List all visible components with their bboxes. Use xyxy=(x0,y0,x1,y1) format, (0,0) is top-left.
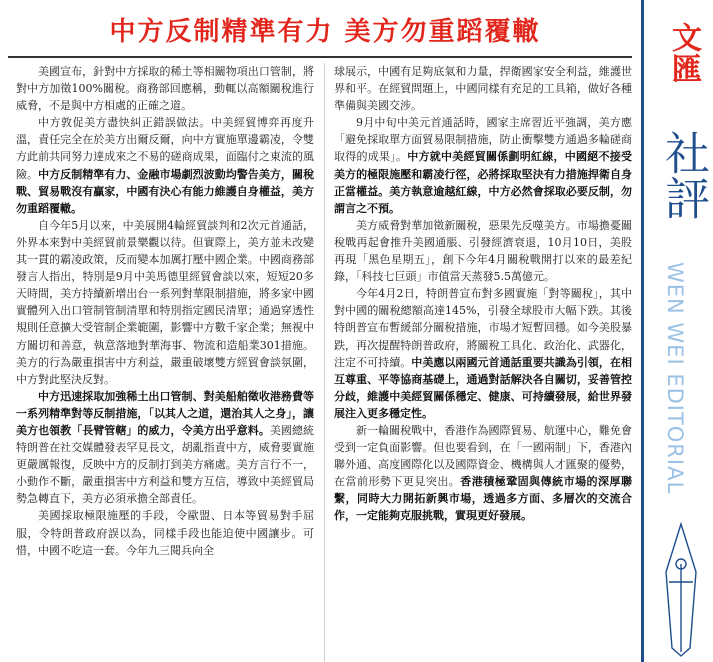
article-paragraph xyxy=(16,63,314,114)
body-text: 中方敦促美方盡快糾正錯誤做法。中美經貿博弈再度升溫，責任完全在於美方出爾反爾，向中方實施單邊霸凌，令雙方此前共同努力達成來之不易的磋商成果，面臨付之東流的風險。 xyxy=(16,116,314,181)
article-paragraph xyxy=(334,217,632,285)
header-divider xyxy=(8,56,632,58)
article-paragraph xyxy=(16,114,314,217)
emphasis-text: 中方就中美經貿關係劃明紅線，中國絕不接受美方的極限施壓和霸凌行徑，必將採取堅決有力措施捍衛自身正當權益。美方執意逾越紅線，中方必然會採取必要反制，勿謂言之不預。 xyxy=(334,150,632,215)
wenwei-logo: 文匯 xyxy=(666,22,701,84)
article-paragraph xyxy=(16,388,314,508)
body-text: 美國採取極限施壓的手段，令歐盟、日本等貿易對手屈服，令特朗普政府誤以為，同樣手段也能迫使中國讓步。可惜，中國不吃這一套。今年九三閱兵向全 xyxy=(16,509,314,557)
article-paragraph xyxy=(16,507,314,558)
article-column-left xyxy=(16,63,314,662)
headline: 中方反制精準有力 美方勿重蹈覆轍 xyxy=(109,17,541,47)
body-text: 自今年5月以來，中美展開4輪經貿談判和2次元首通話，外界本來對中美經貿前景樂觀以待。但實際上，美方並未改變其一貫的霸凌政策，反而變本加厲打壓中國企業。中國商務部發言人指出，特別是9月中美馬德里經貿會談以來，短短20多天時間，美方持續新增出台一系列對華限制措施，將多家中國實體列入出口管制管制清單和特別指定國民清單；通過穿透性規則任意擴大受管制企業範圍，影響中方數千家企業；無視中方關切和善意，執意落地對華海事、物流和造船業301措施。美方的行為嚴重損害中方利益，嚴重破壞雙方經貿會談氛圍，中方對此堅決反對。 xyxy=(16,218,314,386)
body-text: 新一輪關稅戰中，香港作為國際貿易、航運中心，難免會受到一定負面影響。但也要看到，在「一國兩制」下，香港內聯外通、高度國際化以及國際資金、機構與人才匯聚的優勢，在當前形勢下更見突出。 xyxy=(334,423,632,489)
article-paragraph xyxy=(16,217,314,388)
body-text: 今年4月2日，特朗普宣布對多國實施「對等關稅」，其中對中國的關稅總額高達145%，引發全球股市大幅下跌。其後特朗普宣布暫緩部分關稅措施，市場才短暫回穩。如今美股暴跌，再次提醒特朗普政府，將關稅工具化、政治化、武器化，注定不可持續。 xyxy=(334,287,632,369)
body-text: 美國總統特朗普在社交媒體發表罕見長文，胡亂指責中方，威脅要實施更嚴厲報復，反映中方的反制打到美方痛處。美方言行不一，小動作不斷，嚴重損害中方利益和雙方互信，導致中美經貿局勢急轉直下，美方必須承擔全部責任。 xyxy=(16,423,314,506)
emphasis-text: 中方迅速採取加強稀土出口管制、對美船舶徵收港務費等一系列精準對等反制措施，「以其人之道，還治其人之身」，讓美方也領教「長臂管轄」的威力，令美方出乎意料。 xyxy=(16,389,314,437)
article-paragraph xyxy=(334,422,632,525)
body-text: 美國宣布，針對中方採取的稀土等相關物項出口管制，將對中方加徵100%關稅。商務部回應稱，動輒以高額關稅進行威脅，不是與中方相處的正確之道。 xyxy=(16,65,314,113)
article-column-right xyxy=(334,63,632,662)
emphasis-text: 中方反制精準有力、金融市場劇烈波動均警告美方，關稅戰、貿易戰沒有贏家，中國有決心有能力維護自身權益，美方勿重蹈覆轍。 xyxy=(16,167,314,215)
article-paragraph xyxy=(334,285,632,422)
body-text: 球展示，中國有足夠底氣和力量，捍衛國家安全利益，維護世界和平。在經貿問題上，中國同樣有充足的工具箱，做好各種準備與美國交涉。 xyxy=(334,65,632,113)
pen-nib-icon xyxy=(660,520,702,660)
column-divider xyxy=(324,63,325,662)
article-paragraph xyxy=(334,114,632,217)
section-english-label: WEN WEI EDITORIAL xyxy=(663,261,687,495)
body-text: 9月中旬中美元首通話時，國家主席習近平強調，美方應「避免採取單方面貿易限制措施，防止衝擊雙方通過多輪磋商取得的成果」。 xyxy=(334,116,632,164)
body-text: 美方威脅對華加徵新關稅，惡果先反噬美方。市場擔憂關稅戰再起會推升美國通脹、引發經濟衰退，10月10日，美股再現「黑色星期五」，創下今年4月關稅戰開打以來的最差紀錄，「科技七巨頭」市值當天蒸發5.5萬億元。 xyxy=(334,218,632,284)
article-paragraph xyxy=(334,63,632,114)
section-label: 社評 xyxy=(657,130,710,220)
emphasis-text: 中美應以兩國元首通話重要共識為引領，在相互尊重、平等協商基礎上，通過對話解決各自關切，妥善管控分歧，維護中美經貿關係穩定、健康、可持續發展，給世界發展注入更多穩定性。 xyxy=(334,355,632,420)
emphasis-text: 香港積極鞏固與傳統市場的深厚聯繫，同時大力開拓新興市場，透過多方面、多層次的交流合作，一定能夠克服挑戰，實現更好發展。 xyxy=(334,475,632,523)
